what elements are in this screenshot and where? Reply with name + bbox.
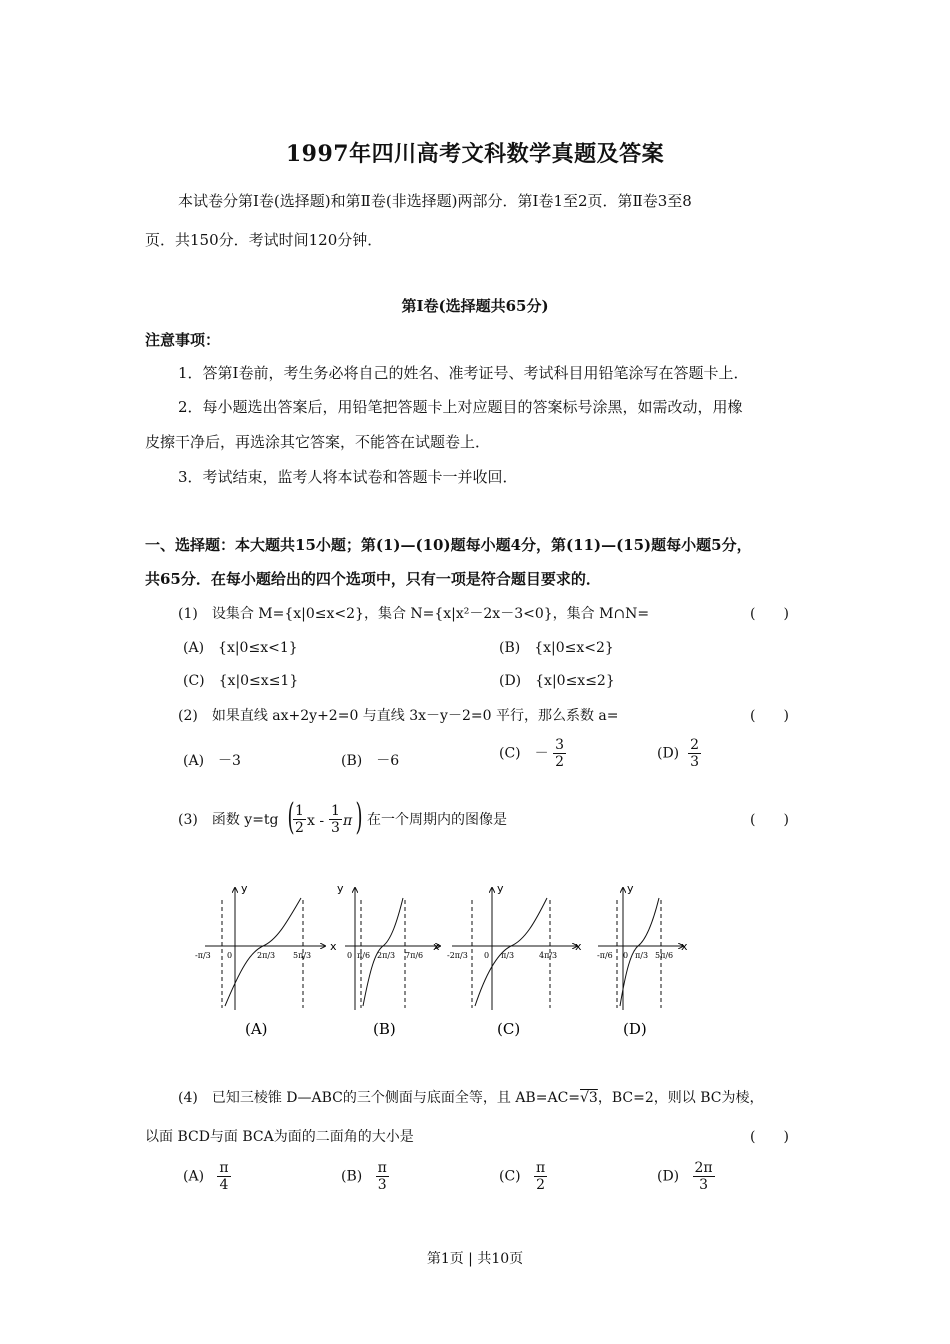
notes-item-1: 1．答第Ⅰ卷前，考生务必将自己的姓名、准考证号、考试科目用铅笔涂写在答题卡上． (178, 364, 749, 382)
q4-option-c (499, 1160, 547, 1193)
axis-y-label: y (241, 882, 248, 895)
right-paren-icon: ) (355, 797, 363, 838)
tick-label: 0 (623, 951, 629, 960)
option-label: (B) (341, 1168, 363, 1185)
fraction-numerator: 2π (694, 1160, 713, 1176)
q4-option-d (657, 1160, 715, 1193)
fraction-numerator: 1 (331, 803, 340, 819)
tick-label: -2π/3 (447, 951, 468, 960)
tick-label: -π/6 (597, 951, 613, 960)
option-label: (C) (499, 1168, 521, 1185)
page-title: 1997年四川高考文科数学真题及答案 (285, 141, 665, 167)
axis-x-label: x (433, 940, 440, 953)
fraction-numerator: 3 (555, 737, 565, 753)
fraction-denominator: 3 (377, 1177, 387, 1194)
q1-option-b: (B) {x|0≤x<2} (499, 640, 614, 656)
graph-label: (C) (497, 1020, 521, 1038)
tick-label: 2π/3 (257, 951, 276, 960)
notes-item-3: 3．考试结束，监考人将本试卷和答题卡一并收回． (178, 468, 518, 486)
axis-y-label: y (627, 882, 634, 895)
axis-y-label: y (497, 882, 504, 895)
axis-x-label: x (575, 940, 582, 953)
graph-b (337, 882, 440, 1038)
q3-stem-pre: (3) 函数 y=tg (178, 812, 279, 828)
q3-fraction-2 (329, 803, 342, 836)
q2-option-b: (B) －6 (341, 753, 400, 769)
q4-line-1-post: ，BC=2，则以 BC为棱， (597, 1090, 764, 1106)
fraction-numerator: 2 (690, 737, 699, 753)
q1-option-a: (A) {x|0≤x<1} (183, 640, 298, 656)
fraction-numerator: π (536, 1160, 546, 1176)
option-label: (A) (183, 1168, 205, 1185)
tick-label: 5π/6 (655, 951, 674, 960)
notes-item-2a: 2．每小题选出答案后，用铅笔把答题卡上对应题目的答案标号涂黑，如需改动，用橡 (178, 398, 743, 416)
tick-label: π/3 (501, 951, 515, 960)
q3-pi: π (343, 813, 353, 829)
intro-line-2: 页．共150分．考试时间120分钟． (145, 231, 383, 249)
q4-answer-paren: ( ) (750, 1129, 789, 1145)
graph-label: (A) (245, 1020, 268, 1038)
q3-stem-post: 在一个周期内的图像是 (367, 812, 507, 828)
graph-d (597, 882, 688, 1038)
fraction-numerator: π (219, 1160, 229, 1176)
tick-label: 0 (227, 951, 233, 960)
fraction-numerator: π (377, 1160, 387, 1176)
fraction-denominator: 3 (331, 820, 340, 837)
tick-label: 2π/3 (377, 951, 396, 960)
q1-option-d: (D) {x|0≤x≤2} (499, 673, 615, 689)
q2-answer-paren: ( ) (750, 708, 789, 724)
graph-a (195, 882, 337, 1038)
graph-label: (D) (623, 1020, 647, 1038)
notes-heading: 注意事项： (145, 331, 221, 349)
tick-label: 0 (347, 951, 353, 960)
q2-option-c-fraction (553, 737, 566, 770)
fraction-denominator: 2 (536, 1177, 546, 1194)
q4-option-b (341, 1160, 389, 1193)
axis-x-label: x (330, 940, 337, 953)
section-heading: 第Ⅰ卷(选择题共65分) (401, 297, 549, 315)
tick-label: 5π/3 (293, 951, 312, 960)
notes-item-2b: 皮擦干净后，再选涂其它答案，不能答在试题卷上． (145, 433, 491, 451)
q1-option-c: (C) {x|0≤x≤1} (183, 673, 299, 689)
axis-x-label: x (681, 940, 688, 953)
q4-line-2: 以面 BCD与面 BCA为面的二面角的大小是 (145, 1129, 414, 1145)
tick-label: 0 (484, 951, 490, 960)
q2-option-a: (A) －3 (183, 753, 241, 769)
part1-line-1: 一、选择题：本大题共15小题；第(1)—(10)题每小题4分，第(11)—(15)题每小题5分， (145, 536, 752, 554)
tick-label: π/6 (357, 951, 371, 960)
q3-mid: x - (307, 813, 325, 829)
part1-line-2: 共65分．在每小题给出的四个选项中，只有一项是符合题目要求的． (145, 570, 601, 588)
q2-option-d-label: (D) (657, 745, 680, 762)
q3-answer-paren: ( ) (750, 812, 789, 828)
graph-c (447, 882, 582, 1038)
q2-option-c (499, 737, 566, 770)
fraction-denominator: 2 (295, 820, 304, 837)
option-label: (D) (657, 1168, 680, 1185)
fraction-denominator: 2 (555, 754, 565, 771)
fraction-denominator: 4 (219, 1177, 229, 1194)
q4-option-a (183, 1160, 231, 1193)
q4-line-1 (178, 1087, 763, 1107)
tick-label: π/3 (635, 951, 649, 960)
fraction-numerator: 1 (295, 803, 304, 819)
q1-answer-paren: ( ) (750, 606, 789, 622)
fraction-denominator: 3 (690, 754, 699, 771)
sqrt-3: √3 (580, 1090, 598, 1106)
q3-fraction-1 (293, 803, 306, 836)
q2-option-c-label: (C) － (499, 745, 549, 762)
tick-label: -π/3 (195, 951, 211, 960)
tick-label: 4π/3 (539, 951, 558, 960)
q2-option-d-fraction (688, 737, 701, 770)
page-footer: 第1页 | 共10页 (426, 1251, 524, 1267)
graph-label: (B) (373, 1020, 396, 1038)
q2-stem: (2) 如果直线 ax+2y+2=0 与直线 3x－y－2=0 平行，那么系数 a= (178, 708, 619, 724)
tick-label: 7π/6 (405, 951, 424, 960)
q1-stem: (1) 设集合 M={x|0≤x<2}，集合 N={x|x²－2x－3<0}，集合 M∩N= (178, 606, 650, 622)
q4-line-1-pre: (4) 已知三棱锥 D—ABC的三个侧面与底面全等，且 AB=AC= (178, 1090, 581, 1106)
q3-graphs (185, 880, 705, 1038)
axis-y-label: y (337, 882, 344, 895)
q2-option-d (657, 737, 701, 770)
intro-line-1: 本试卷分第Ⅰ卷(选择题)和第Ⅱ卷(非选择题)两部分．第Ⅰ卷1至2页．第Ⅱ卷3至8 (178, 192, 692, 210)
fraction-denominator: 3 (699, 1177, 709, 1194)
left-paren-icon: ( (287, 797, 295, 838)
